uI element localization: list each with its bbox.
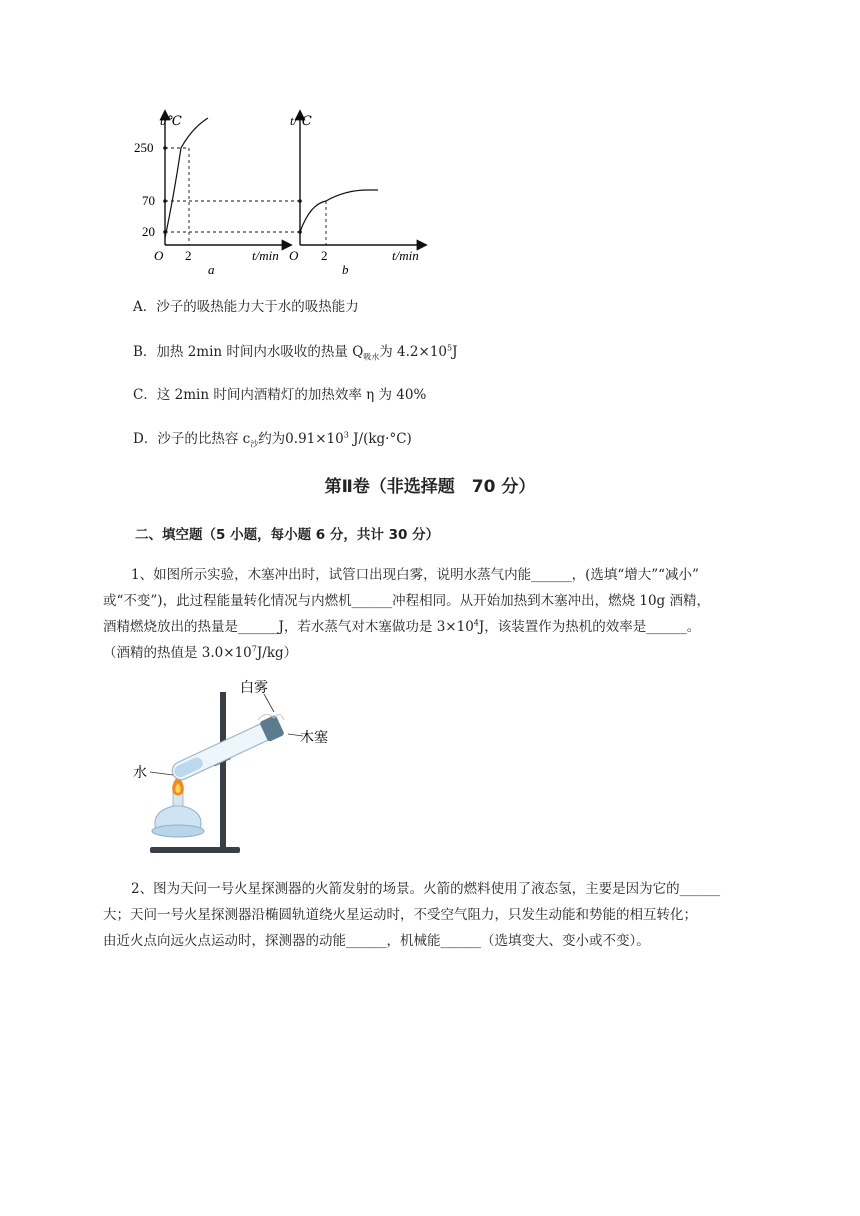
heating-apparatus-figure [128, 680, 348, 860]
cork-label: 木塞 [300, 731, 328, 746]
graph-a-origin: O [154, 248, 164, 263]
option-a: A．沙子的吸热能力大于水的吸热能力 [133, 299, 359, 315]
graph-b-x-tick: 2 [321, 248, 328, 263]
graph-a-x-tick: 2 [185, 248, 192, 263]
curve-water [300, 190, 378, 232]
graph-a-x-label: t/min [252, 248, 279, 263]
option-d: D．沙子的比热容 $c_沙$约为$0.91\times 10^3$ J/(kg·°C) [133, 430, 412, 449]
section-title: 二、填空题（5 小题，每小题 6 分，共计 30 分） [135, 527, 440, 543]
graph-b-x-label: t/min [392, 248, 419, 263]
question-1: 1、如图所示实验，木塞冲出时，试管口出现白雾，说明水蒸气内能______，(选填“增大”“减小” 或“不变”)，此过程能量转化情况与内燃机______冲程相同。从开始加热到木塞冲出，燃烧 10g 酒精， 酒精燃烧放出的热量是______J，若水蒸气对木塞做功是 $3\times 10^4J$，该装置作为热机的效率是______。 （酒精的热值是 $3.0\times 10^7J/kg$） [103, 567, 710, 661]
graph-a [134, 112, 300, 277]
graph-a-caption: a [208, 262, 215, 277]
graph-a-y-label: t/℃ [160, 113, 182, 128]
graph-b-origin: O [289, 248, 299, 263]
graph-b [289, 112, 425, 277]
part-title: 第Ⅱ卷（非选择题 70 分） [324, 477, 536, 497]
graph-b-y-label: t/℃ [290, 113, 312, 128]
curve-sand [165, 118, 208, 238]
question-2: 2、图为天问一号火星探测器的火箭发射的场景。火箭的燃料使用了液态氢，主要是因为它的______ 大；天问一号火星探测器沿椭圆轨道绕火星运动时，不受空气阻力，只发生动能和势能的相互转化； 由近火点向远火点运动时，探测器的动能______，机械能______（选填变大、变小或不变）。 [103, 881, 721, 949]
graph-b-caption: b [342, 262, 349, 277]
tick-70: 70 [142, 193, 155, 208]
option-b: B．加热 2min 时间内水吸收的热量 $Q_{吸水}$为 $4.2\times 10^5J$ [133, 343, 458, 362]
option-c: C．这 2min 时间内酒精灯的加热效率 η 为 40% [133, 387, 427, 403]
water-label: 水 [133, 766, 147, 781]
fog-label: 白雾 [240, 681, 268, 696]
tick-20: 20 [142, 224, 155, 239]
tick-250: 250 [134, 140, 154, 155]
temperature-time-graphs [134, 100, 440, 280]
